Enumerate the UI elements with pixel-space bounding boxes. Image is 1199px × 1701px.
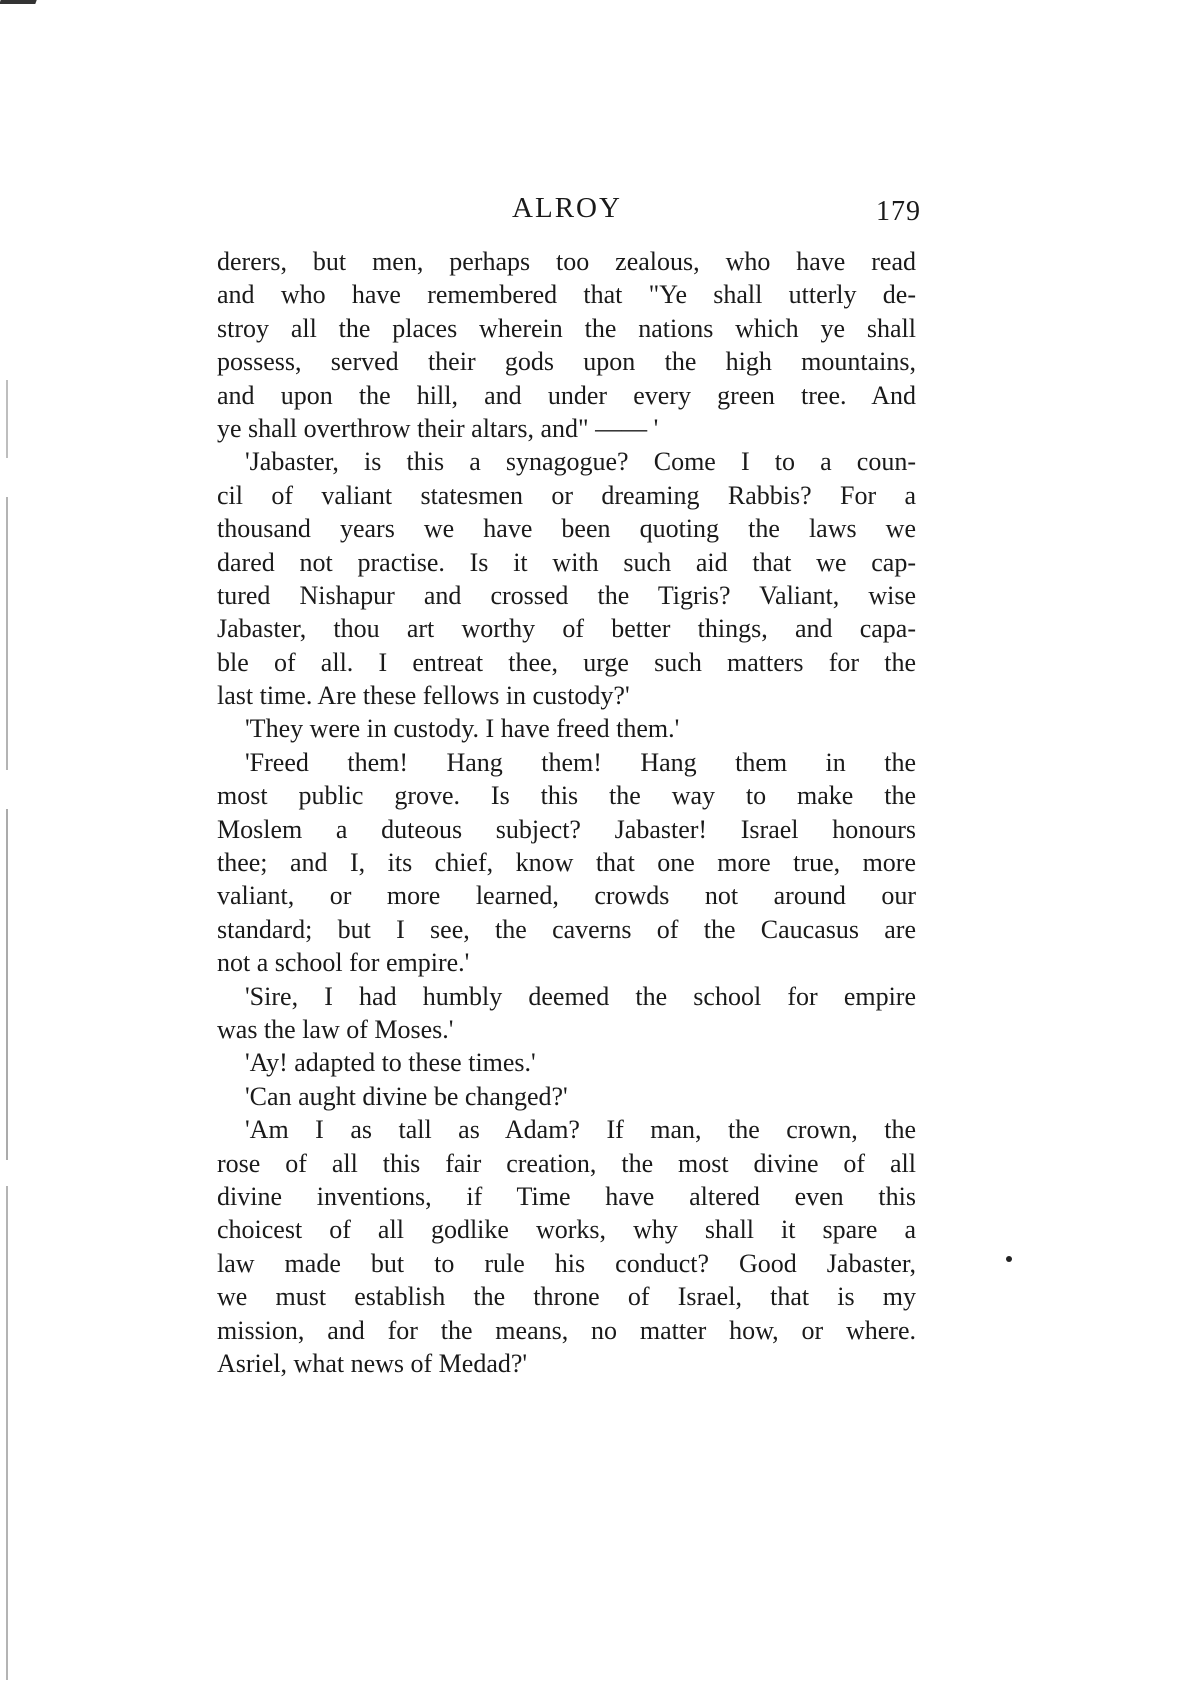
text-line: choicest of all godlike works, why shall it spare a [217, 1215, 916, 1245]
text-line: 'Jabaster, is this a synagogue? Come I to a coun- [245, 447, 916, 477]
text-line: we must establish the throne of Israel, that is my [217, 1282, 916, 1312]
text-line: 'Am I as tall as Adam? If man, the crown, the [245, 1115, 916, 1145]
text-line: 'Ay! adapted to these times.' [245, 1048, 536, 1078]
text-line: ble of all. I entreat thee, urge such matters for the [217, 647, 916, 677]
text-line: and who have remembered that "Ye shall utterly de- [217, 280, 916, 310]
text-line: stroy all the places wherein the nations which ye shall [217, 313, 916, 343]
text-line: valiant, or more learned, crowds not around our [217, 881, 916, 911]
text-line: most public grove. Is this the way to make the [217, 781, 916, 811]
text-line: thee; and I, its chief, know that one more true, more [217, 848, 916, 878]
text-line: ye shall overthrow their altars, and" —— ' [217, 413, 659, 443]
text-line: was the law of Moses.' [217, 1014, 454, 1044]
text-line: last time. Are these fellows in custody?' [217, 681, 630, 711]
text-line: 'Can aught divine be changed?' [245, 1081, 568, 1111]
text-line: Jabaster, thou art worthy of better things, and capa- [217, 614, 916, 644]
text-line: mission, and for the means, no matter how, or where. [217, 1315, 916, 1345]
text-line: 'They were in custody. I have freed them.' [245, 714, 680, 744]
body-text [217, 245, 916, 1380]
text-line: Asriel, what news of Medad?' [217, 1348, 528, 1378]
text-line: divine inventions, if Time have altered even this [217, 1181, 916, 1211]
page-number: 179 [876, 196, 921, 227]
ink-speck [1006, 1256, 1012, 1262]
running-head-title: ALROY [512, 192, 622, 224]
text-line: cil of valiant statesmen or dreaming Rabbis? For a [217, 480, 916, 510]
text-line: 'Freed them! Hang them! Hang them in the [245, 747, 916, 777]
scan-corner-mark [0, 0, 37, 4]
text-line: Moslem a duteous subject? Jabaster! Israel honours [217, 814, 916, 844]
text-line: thousand years we have been quoting the laws we [217, 514, 916, 544]
text-line: rose of all this fair creation, the most divine of all [217, 1148, 916, 1178]
text-line: not a school for empire.' [217, 948, 470, 978]
text-line: standard; but I see, the caverns of the Caucasus are [217, 914, 916, 944]
scan-margin-line [6, 380, 8, 1680]
text-line: possess, served their gods upon the high mountains, [217, 347, 916, 377]
text-line: and upon the hill, and under every green tree. And [217, 380, 916, 410]
running-head [217, 192, 921, 232]
text-line: dared not practise. Is it with such aid that we cap- [217, 547, 916, 577]
text-line: derers, but men, perhaps too zealous, who have read [217, 247, 916, 276]
text-line: 'Sire, I had humbly deemed the school for empire [245, 981, 916, 1011]
text-line: tured Nishapur and crossed the Tigris? Valiant, wise [217, 580, 916, 610]
text-line: law made but to rule his conduct? Good Jabaster, [217, 1248, 916, 1278]
